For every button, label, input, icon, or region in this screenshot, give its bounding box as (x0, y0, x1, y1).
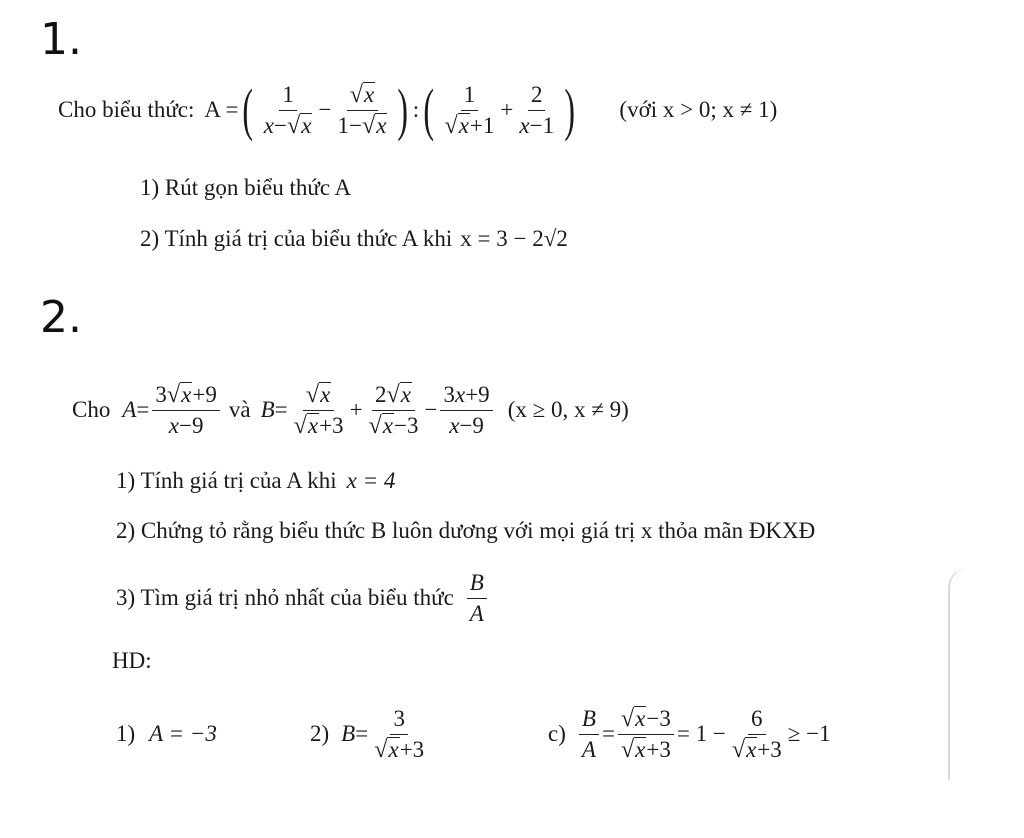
fraction-b-term-2: 2 √ x √ x −3 (368, 381, 419, 439)
right-paren-2: ) (564, 77, 576, 142)
fraction-sqrtx-minus-3-over-sqrtx-plus-3: √ x −3 √ x +3 (618, 706, 674, 762)
hint-label: HD: (112, 648, 152, 673)
page-edge-line (948, 568, 968, 780)
problem-2-question-3: 3) Tìm giá trị nhỏ nhất của biểu thức $\frac{B}{A}$ (116, 568, 490, 628)
problem-2-q1-expression: x = 4 (346, 468, 396, 493)
hint-answer-2: 2) B = 3 √ x +3 (310, 702, 430, 766)
problem-2-question-1: 1) Tính giá trị của A khi x = 4 (116, 468, 396, 493)
expr-a-label: A = (204, 97, 239, 122)
fraction-1-over-x-minus-sqrtx: 1 x− √ x (263, 82, 312, 139)
right-paren: ) (397, 77, 409, 142)
problem-1-intro: Cho biểu thức: (58, 97, 195, 122)
fraction-b-over-a: $\frac{B}{A}$ (467, 570, 487, 626)
fraction-b-term-1: √ x √ x +3 (293, 381, 344, 439)
problem-2-number: 2. (40, 292, 82, 343)
problem-2-question-2: 2) Chứng tỏ rằng biểu thức B luôn dương với mọi giá trị x thỏa mãn ĐKXĐ (116, 518, 816, 543)
problem-2-statement: Cho A = 3 √ x +9 x−9 và B = √ x √ x +3 + 2 √ x √ x −3 − $\frac{3x+9}{x-9}$ (x ≥ 0, x ≠ 9) (72, 381, 629, 439)
problem-1-question-2: 2) Tính giá trị của biểu thức A khi x = 3 − 2√2 (140, 226, 568, 251)
fraction-6-over-sqrtx-plus-3: 6 √ x +3 (731, 706, 782, 763)
problem-2-cho: Cho (72, 397, 111, 422)
fraction-b-result: 3 √ x +3 (374, 706, 425, 763)
problem-1-condition: (với x > 0; x ≠ 1) (619, 97, 778, 122)
fraction-sqrtx-over-1-minus-sqrtx: √ x 1− √ x (337, 81, 387, 139)
fraction-2-over-x-minus-1: $\frac{2}{x-1}$ (519, 82, 555, 138)
problem-1-statement: Cho biểu thức: A = ( 1 x− √ x − √ x 1− √ x ) : ( 1 √ x +1 + $\frac{2}{x-1}$ ) (với x > 0; x ≠ 1) (58, 77, 778, 142)
fraction-a-definition: 3 √ x +9 x−9 (152, 382, 219, 438)
fraction-b-over-a-hint: $\frac{B}{A}$ (579, 706, 599, 762)
hint-answer-1: 1) A = −3 (116, 721, 217, 746)
problem-2-condition: (x ≥ 0, x ≠ 9) (507, 397, 629, 422)
left-paren: ( (242, 77, 254, 142)
problem-1-number: 1. (40, 14, 82, 65)
problem-1-question-1: 1) Rút gọn biểu thức A (140, 175, 352, 200)
left-paren-2: ( (423, 77, 435, 142)
problem-1-q2-expression: x = 3 − 2√2 (460, 226, 568, 251)
hint-answer-3: c) $\frac{B}{A}$ = √ x −3 √ x +3 = 1 − 6 √ x +3 ≥ −1 (548, 705, 831, 763)
problem-2-va: và (228, 397, 251, 422)
fraction-b-term-3: $\frac{3x+9}{x-9}$ (440, 382, 492, 438)
fraction-1-over-sqrtx-plus-1: 1 √ x +1 (444, 82, 495, 139)
